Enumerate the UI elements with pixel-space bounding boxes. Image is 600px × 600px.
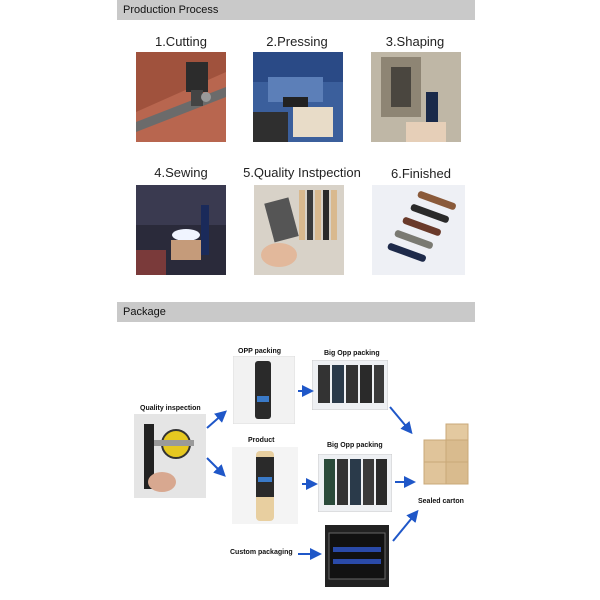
step-label-shaping: 3.Shaping: [385, 34, 445, 49]
arrow-inspection-to-opp: [207, 413, 224, 428]
big-opp-packing-top-label: Big Opp packing: [324, 350, 380, 357]
arrow-inspection-to-product: [207, 458, 223, 474]
step-label-quality-inspection: 5.Quality Instpection: [243, 165, 361, 180]
big-opp-packing-mid-label: Big Opp packing: [327, 442, 383, 449]
step-label-cutting: 1.Cutting: [154, 34, 208, 49]
sealed-carton-label: Sealed carton: [418, 498, 464, 505]
custom-packaging-label: Custom packaging: [230, 549, 293, 556]
production-process-header: Production Process: [117, 0, 475, 20]
product-label: Product: [248, 437, 275, 444]
arrow-custom-to-carton: [393, 513, 416, 541]
step-label-pressing: 2.Pressing: [266, 34, 328, 49]
quality-inspection-label: Quality inspection: [140, 405, 201, 412]
step-label-sewing: 4.Sewing: [154, 165, 208, 180]
opp-packing-label: OPP packing: [238, 348, 282, 355]
package-header: Package: [117, 302, 475, 322]
arrow-bigopp-top-to-carton: [390, 407, 410, 431]
step-label-finished: 6.Finished: [391, 166, 451, 181]
